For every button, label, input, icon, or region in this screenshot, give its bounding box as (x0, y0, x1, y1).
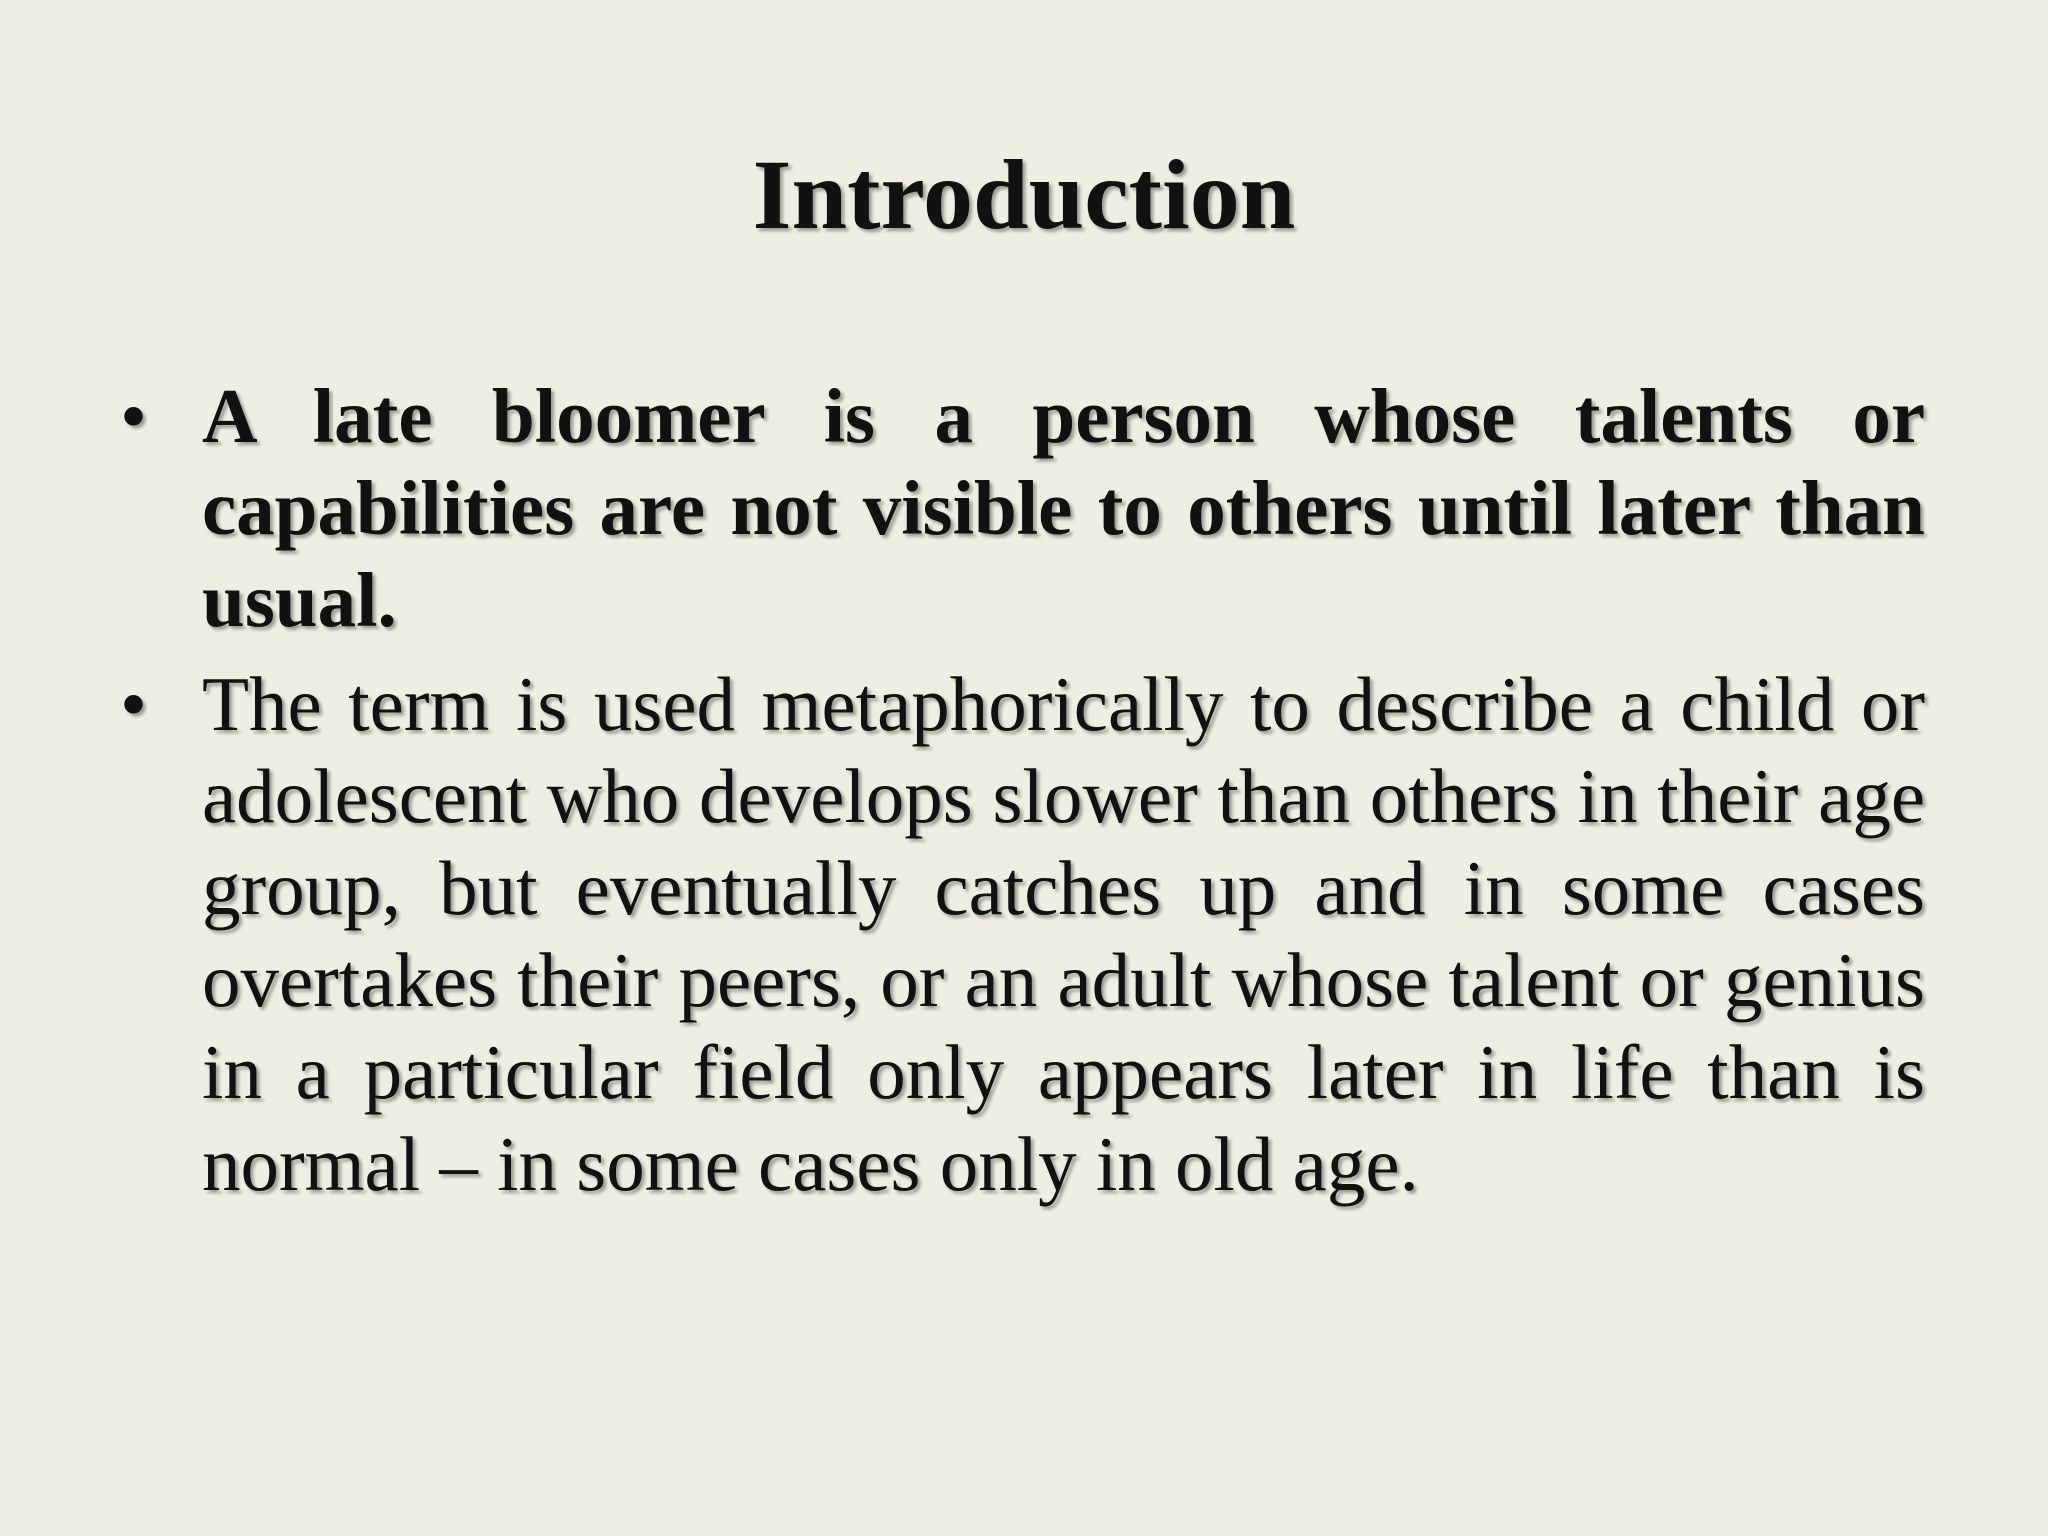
bullet-text: The term is used metaphorically to describe a child or adolescent who develops slower than others in their age group, but eventually catches up and in some cases overtakes their peers, or an adult whose talent or genius in a particular field only appears later in life than is normal – in some cases only in old age. (202, 661, 1925, 1207)
slide-title: Introduction (752, 139, 1296, 250)
bullet-dot-icon: • (120, 661, 147, 747)
bullet-dot-icon: • (120, 373, 147, 459)
bullet-list (120, 370, 1925, 1222)
bullet-item (120, 658, 1925, 1210)
bullet-item (120, 370, 1925, 646)
bullet-text: A late bloomer is a person whose talents or capabilities are not visible to others until later than usual. (202, 373, 1925, 643)
